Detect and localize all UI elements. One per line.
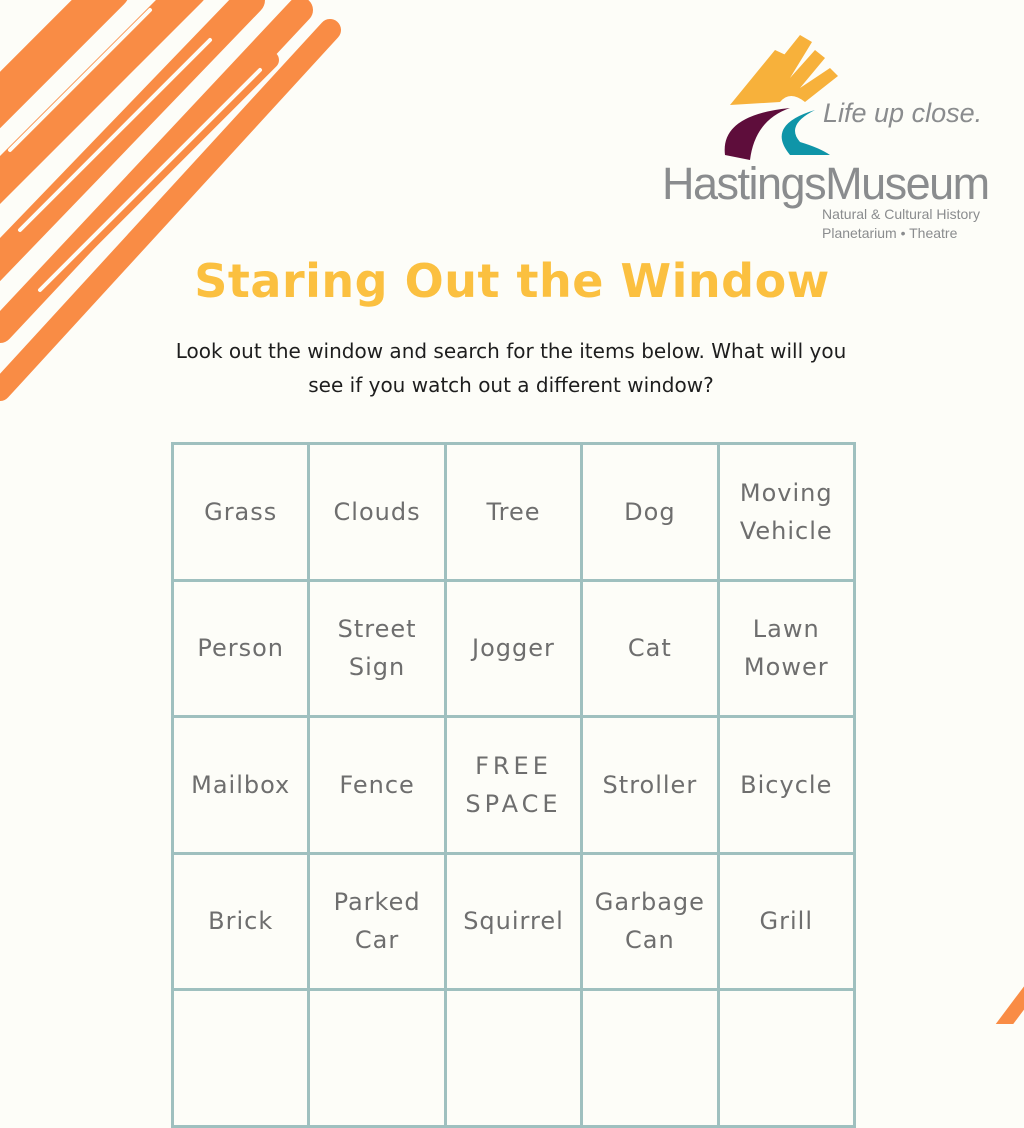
logo-subtitle-2: Planetarium • Theatre	[822, 225, 958, 241]
logo-tagline: Life up close.	[823, 98, 983, 128]
bingo-cell[interactable]: Grill	[720, 855, 856, 992]
bingo-cell[interactable]: Moving Vehicle	[720, 445, 856, 582]
bingo-cell[interactable]: Grass	[174, 445, 310, 582]
hand-logo-icon	[720, 30, 850, 160]
logo-brand: HastingsMuseum	[662, 158, 989, 209]
bingo-cell[interactable]	[310, 991, 446, 1128]
bingo-cell[interactable]: Bicycle	[720, 718, 856, 855]
bingo-cell[interactable]	[174, 991, 310, 1128]
bingo-cell[interactable]: Person	[174, 582, 310, 719]
bingo-cell[interactable]	[720, 991, 856, 1128]
bingo-cell[interactable]: Street Sign	[310, 582, 446, 719]
bingo-cell[interactable]: Dog	[583, 445, 719, 582]
bingo-cell[interactable]	[447, 991, 583, 1128]
intro-text: Look out the window and search for the items below. What will you see if you watch out a different window?	[175, 339, 847, 397]
bingo-cell[interactable]: Squirrel	[447, 855, 583, 992]
logo-subtitle-1: Natural & Cultural History	[822, 206, 980, 222]
bingo-cell[interactable]: Fence	[310, 718, 446, 855]
page-title: Staring Out the Window	[194, 254, 830, 308]
bingo-cell[interactable]: Jogger	[447, 582, 583, 719]
bingo-cell[interactable]: FREE SPACE	[447, 718, 583, 855]
bingo-cell[interactable]: Clouds	[310, 445, 446, 582]
bingo-grid	[171, 442, 856, 1128]
bingo-cell[interactable]: Stroller	[583, 718, 719, 855]
bingo-cell[interactable]: Brick	[174, 855, 310, 992]
bingo-cell[interactable]: Lawn Mower	[720, 582, 856, 719]
bingo-cell[interactable]: Tree	[447, 445, 583, 582]
bingo-cell[interactable]: Parked Car	[310, 855, 446, 992]
bingo-cell[interactable]	[583, 991, 719, 1128]
bingo-cell[interactable]: Cat	[583, 582, 719, 719]
bingo-cell[interactable]: Mailbox	[174, 718, 310, 855]
bingo-cell[interactable]: Garbage Can	[583, 855, 719, 992]
